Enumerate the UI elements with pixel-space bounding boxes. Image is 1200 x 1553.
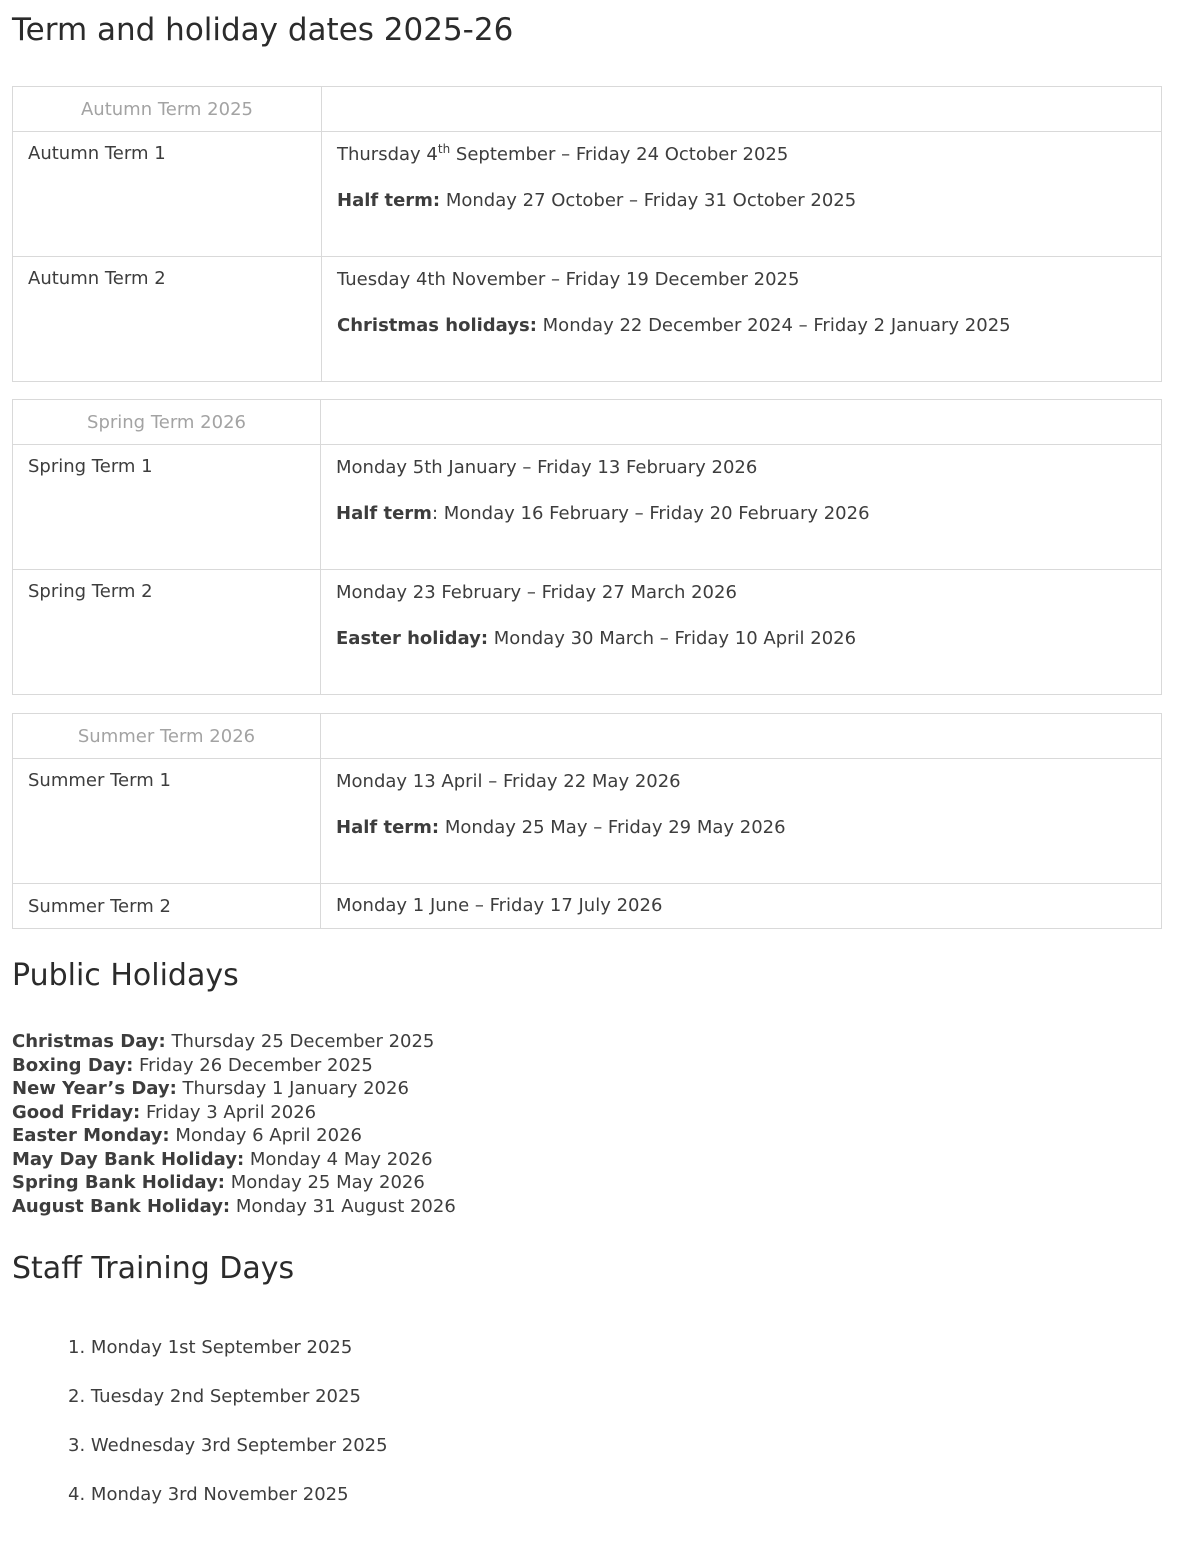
term-dates: Monday 13 April – Friday 22 May 2026 xyxy=(336,771,681,792)
list-number: 3. xyxy=(68,1435,86,1456)
holiday-date: Thursday 25 December 2025 xyxy=(165,1031,435,1052)
holiday-label: Christmas holidays: xyxy=(337,315,537,336)
list-item xyxy=(12,1171,456,1195)
term-dates-cell xyxy=(322,257,1162,382)
summer-term-table xyxy=(12,713,1162,929)
term-dates-part: Thursday 4 xyxy=(337,144,438,165)
table-header-row xyxy=(13,400,1162,445)
term-dates-cell xyxy=(321,759,1162,884)
holiday-name: Christmas Day: xyxy=(12,1031,166,1052)
term-heading-blank xyxy=(321,400,1162,445)
holiday-name: May Day Bank Holiday: xyxy=(12,1148,245,1170)
list-item xyxy=(12,1077,456,1101)
list-item xyxy=(12,1195,456,1219)
table-row xyxy=(13,132,1162,257)
list-number: 2. xyxy=(68,1386,86,1407)
holiday-line xyxy=(337,314,1146,338)
list-item xyxy=(68,1382,388,1431)
term-dates: Monday 23 February – Friday 27 March 2026 xyxy=(336,582,737,603)
term-heading: Autumn Term 2025 xyxy=(13,87,322,132)
term-dates: Monday 1 June – Friday 17 July 2026 xyxy=(336,895,663,916)
holiday-name: Spring Bank Holiday: xyxy=(12,1172,225,1193)
list-item xyxy=(68,1333,388,1382)
list-item xyxy=(12,1030,456,1054)
page-title: Term and holiday dates 2025-26 xyxy=(12,12,514,48)
list-item xyxy=(68,1480,388,1529)
staff-training-list xyxy=(68,1333,388,1529)
holiday-label: Half term: xyxy=(337,190,441,211)
list-item xyxy=(12,1054,456,1078)
term-dates-cell xyxy=(322,132,1162,257)
holiday-separator: : xyxy=(431,503,444,524)
holiday-name: New Year’s Day: xyxy=(12,1078,177,1099)
training-date: Tuesday 2nd September 2025 xyxy=(90,1386,361,1407)
holiday-dates: Monday 27 October – Friday 31 October 2025 xyxy=(445,190,857,211)
holiday-label: Half term xyxy=(336,503,432,524)
holiday-name: Easter Monday: xyxy=(12,1125,170,1146)
term-label: Summer Term 2 xyxy=(13,884,321,929)
term-dates-part: September – Friday 24 October 2025 xyxy=(450,144,789,165)
term-label: Spring Term 1 xyxy=(13,445,321,570)
holiday-date: Monday 25 May 2026 xyxy=(224,1172,425,1193)
training-date: Monday 3rd November 2025 xyxy=(90,1484,349,1505)
term-heading-blank xyxy=(322,87,1162,132)
table-row xyxy=(13,257,1162,382)
training-date: Monday 1st September 2025 xyxy=(90,1337,353,1358)
holiday-dates: Monday 25 May – Friday 29 May 2026 xyxy=(444,817,786,838)
staff-training-heading: Staff Training Days xyxy=(12,1251,295,1286)
term-heading: Summer Term 2026 xyxy=(13,714,321,759)
holiday-name: August Bank Holiday: xyxy=(12,1195,231,1217)
table-row xyxy=(13,570,1162,695)
holiday-date: Monday 6 April 2026 xyxy=(169,1125,362,1146)
list-number: 4. xyxy=(68,1484,86,1505)
list-item xyxy=(68,1431,388,1480)
table-header-row xyxy=(13,714,1162,759)
holiday-date: Friday 3 April 2026 xyxy=(140,1101,317,1123)
holiday-line xyxy=(336,502,1146,526)
holiday-name: Good Friday: xyxy=(12,1101,141,1123)
autumn-term-table xyxy=(12,86,1162,382)
holiday-line xyxy=(337,189,1146,213)
term-label: Autumn Term 1 xyxy=(13,132,322,257)
term-dates: Tuesday 4th November – Friday 19 December 2025 xyxy=(337,269,800,290)
holiday-label: Half term: xyxy=(336,817,440,838)
term-dates xyxy=(337,143,1146,167)
term-label: Summer Term 1 xyxy=(13,759,321,884)
holiday-line xyxy=(336,816,1146,840)
holiday-dates: Monday 30 March – Friday 10 April 2026 xyxy=(493,628,857,649)
term-label: Spring Term 2 xyxy=(13,570,321,695)
public-holidays-heading: Public Holidays xyxy=(12,958,239,993)
term-heading-blank xyxy=(321,714,1162,759)
table-row xyxy=(13,445,1162,570)
term-heading: Spring Term 2026 xyxy=(13,400,321,445)
term-dates: Monday 5th January – Friday 13 February 2026 xyxy=(336,457,758,478)
term-dates-cell xyxy=(321,884,1162,929)
spring-term-table xyxy=(12,399,1162,695)
holiday-name: Boxing Day: xyxy=(12,1054,134,1076)
holiday-date: Thursday 1 January 2026 xyxy=(176,1078,409,1099)
holiday-date: Monday 31 August 2026 xyxy=(230,1195,456,1217)
term-label: Autumn Term 2 xyxy=(13,257,322,382)
table-row xyxy=(13,759,1162,884)
holiday-label: Easter holiday: xyxy=(336,628,489,649)
list-number: 1. xyxy=(68,1337,86,1358)
term-dates-cell xyxy=(321,445,1162,570)
table-row xyxy=(13,884,1162,929)
list-item xyxy=(12,1148,456,1172)
training-date: Wednesday 3rd September 2025 xyxy=(90,1435,388,1456)
holiday-date: Monday 4 May 2026 xyxy=(244,1148,433,1170)
holiday-dates: Monday 16 February – Friday 20 February 2026 xyxy=(443,503,870,524)
ordinal-suffix: th xyxy=(437,142,451,156)
holiday-line xyxy=(336,627,1146,651)
holiday-dates: Monday 22 December 2024 – Friday 2 January 2025 xyxy=(542,315,1011,336)
list-item xyxy=(12,1101,456,1125)
public-holidays-list xyxy=(12,1030,456,1218)
table-header-row xyxy=(13,87,1162,132)
list-item xyxy=(12,1124,456,1148)
term-dates-cell xyxy=(321,570,1162,695)
holiday-date: Friday 26 December 2025 xyxy=(133,1054,373,1076)
